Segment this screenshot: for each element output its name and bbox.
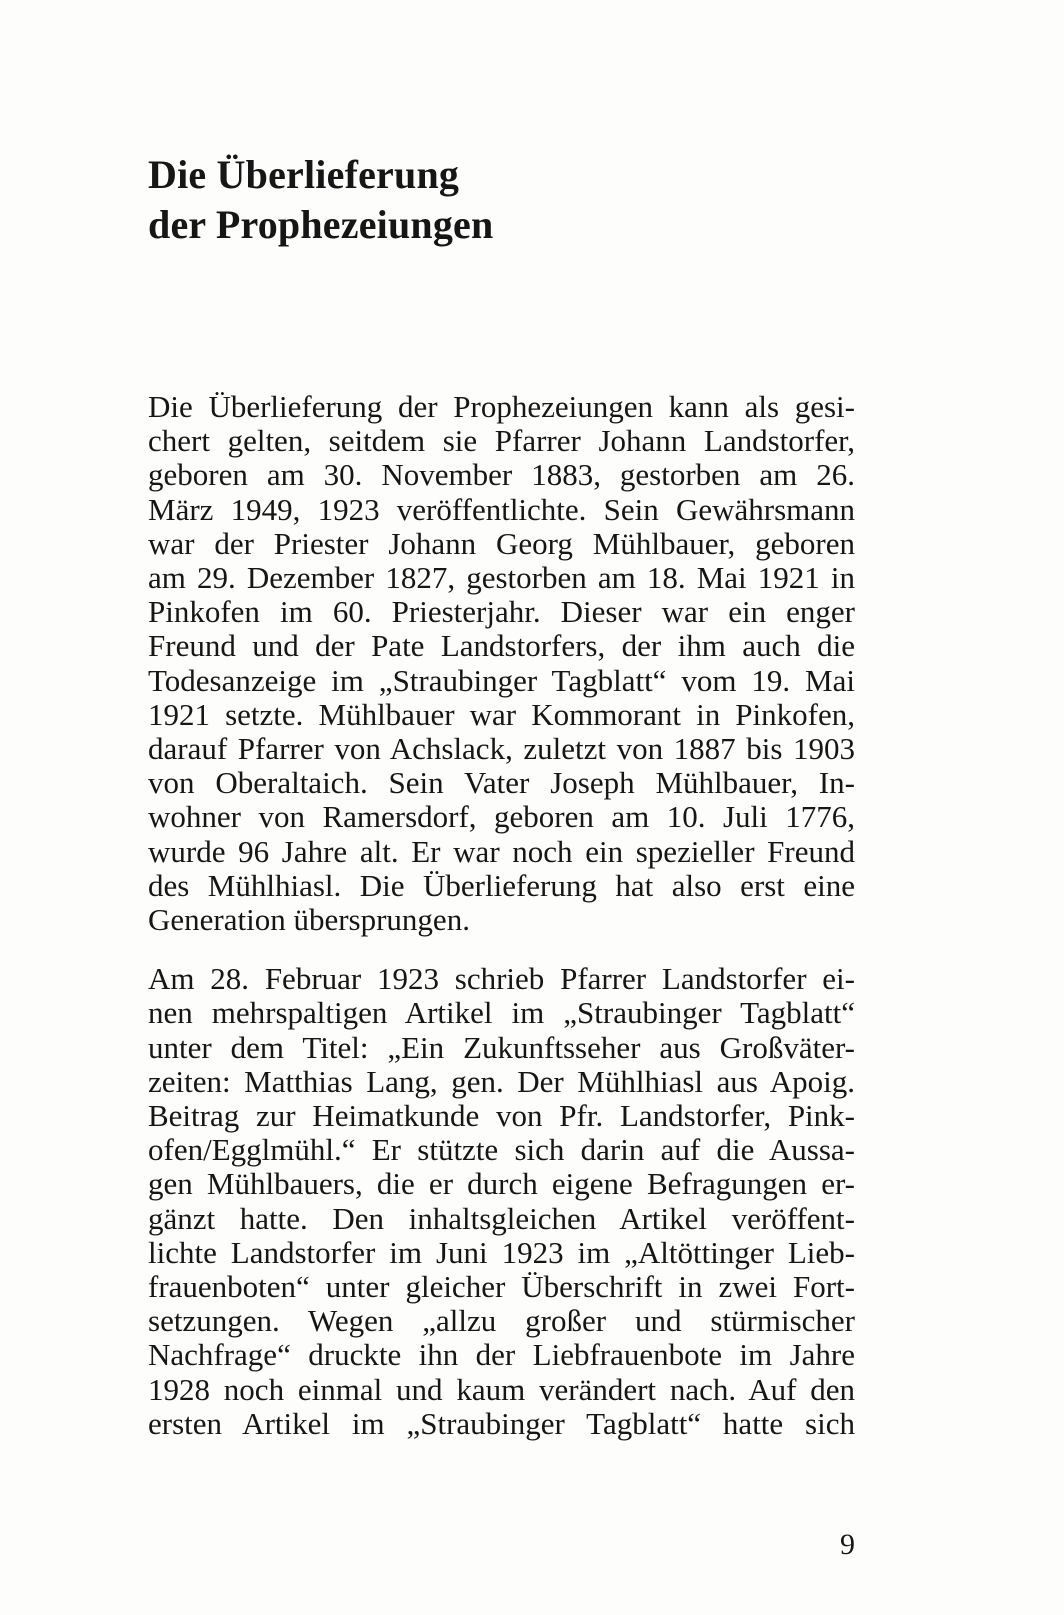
text-line: Nachfrage“ druckte ihn der Liebfrauenbote im Jahre (148, 1337, 855, 1373)
text-line: wohner von Ramersdorf, geboren am 10. Juli 1776, (148, 799, 855, 835)
text-line: zeiten: Matthias Lang, gen. Der Mühlhiasl aus Apoig. (148, 1063, 855, 1099)
text-line: nen mehrspaltigen Artikel im „Straubinger Tagblatt“ (148, 995, 855, 1031)
body-text (148, 390, 855, 1441)
text-line: März 1949, 1923 veröffentlichte. Sein Gewährsmann (148, 491, 855, 527)
text-line: gänzt hatte. Den inhaltsgleichen Artikel veröffent- (148, 1200, 855, 1236)
text-line: des Mühlhiasl. Die Überlieferung hat also erst eine (148, 867, 855, 903)
text-line: ersten Artikel im „Straubinger Tagblatt“ hatte sich (148, 1405, 855, 1441)
text-line: darauf Pfarrer von Achslack, zuletzt von 1887 bis 1903 (148, 731, 855, 767)
text-line: 1928 noch einmal und kaum verändert nach. Auf den (148, 1371, 855, 1407)
text-line: wurde 96 Jahre alt. Er war noch ein spezieller Freund (148, 833, 855, 869)
text-line: 1921 setzte. Mühlbauer war Kommorant in Pinkofen, (148, 696, 855, 732)
content-column (148, 0, 855, 1441)
text-line: am 29. Dezember 1827, gestorben am 18. Mai 1921 in (148, 560, 855, 596)
paragraph-1-last-line: Generation übersprungen. (148, 902, 470, 938)
chapter-title-line-2: der Prophezeiungen (148, 202, 494, 247)
text-line: war der Priester Johann Georg Mühlbauer, geboren (148, 525, 855, 561)
text-line: Beitrag zur Heimatkunde von Pfr. Landstorfer, Pink- (148, 1098, 855, 1134)
paragraph-2 (148, 962, 855, 1441)
page-number: 9 (840, 1528, 855, 1561)
text-line: Freund und der Pate Landstorfers, der ihm auch die (148, 628, 855, 664)
text-line: gen Mühlbauers, die er durch eigene Befragungen er- (148, 1166, 855, 1202)
paragraph-1-justified-lines (148, 390, 855, 903)
text-line: lichte Landstorfer im Juni 1923 im „Altöttinger Lieb- (148, 1234, 855, 1270)
text-line: geboren am 30. November 1883, gestorben am 26. (148, 457, 855, 493)
text-line: Am 28. Februar 1923 schrieb Pfarrer Landstorfer ei- (148, 961, 855, 997)
text-line: Todesanzeige im „Straubinger Tagblatt“ vom 19. Mai (148, 662, 855, 698)
text-line: chert gelten, seitdem sie Pfarrer Johann Landstorfer, (148, 423, 855, 459)
text-line: setzungen. Wegen „allzu großer und stürmischer (148, 1303, 855, 1339)
chapter-title-line-1: Die Überlieferung (148, 152, 460, 197)
text-line: ofen/Egglmühl.“ Er stützte sich darin auf die Aussa- (148, 1132, 855, 1168)
text-line: Pinkofen im 60. Priesterjahr. Dieser war ein enger (148, 594, 855, 630)
text-line: Die Überlieferung der Prophezeiungen kann als gesi- (148, 389, 855, 424)
text-line: unter dem Titel: „Ein Zukunftsseher aus Großväter- (148, 1029, 855, 1065)
paragraph-2-justified-lines (148, 962, 855, 1441)
text-line: frauenboten“ unter gleicher Überschrift in zwei Fort- (148, 1269, 855, 1305)
paragraph-1 (148, 390, 855, 937)
chapter-title (148, 150, 855, 250)
text-line: von Oberaltaich. Sein Vater Joseph Mühlbauer, In- (148, 765, 855, 801)
